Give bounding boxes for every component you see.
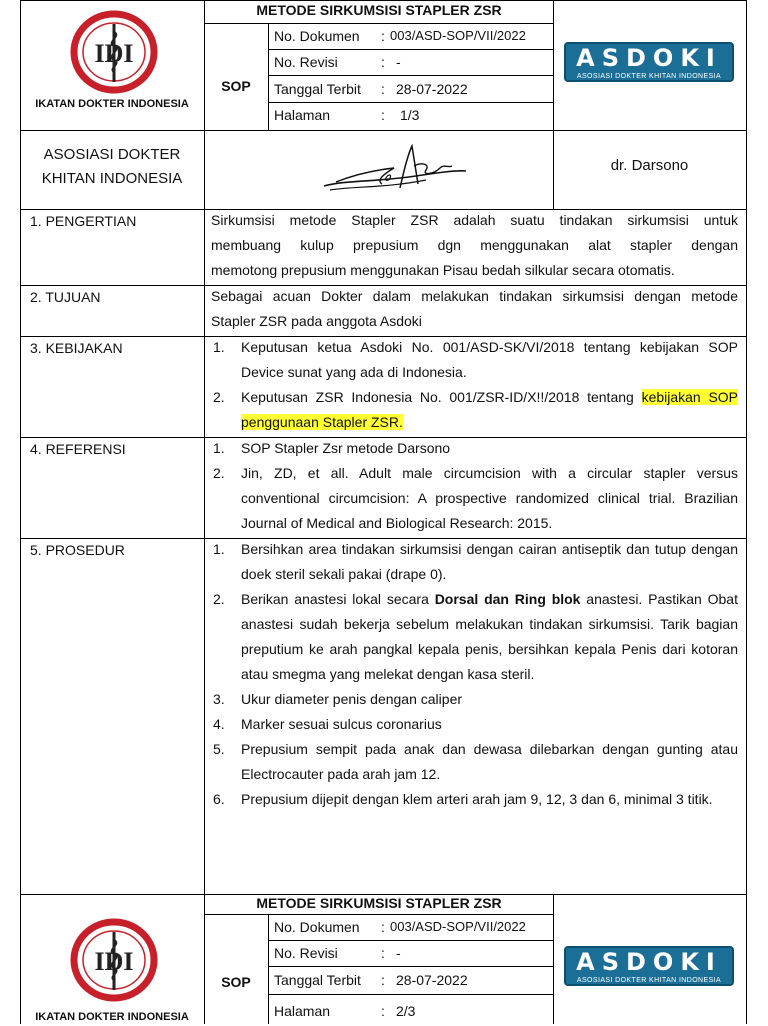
doc-number-label: No. Dokumen bbox=[274, 28, 360, 44]
association-name-line1: ASOSIASI DOKTER bbox=[43, 146, 181, 163]
issue-date-value: 28-07-2022 bbox=[396, 972, 468, 988]
highlighted-text: kebijakan SOP penggunaan Stapler ZSR. bbox=[241, 389, 739, 430]
doc-number-value: 003/ASD-SOP/VII/2022 bbox=[390, 919, 526, 934]
asdoki-logo bbox=[564, 946, 734, 986]
list-number: 4. bbox=[213, 716, 225, 732]
revision-value: - bbox=[396, 945, 401, 961]
list-item bbox=[211, 737, 738, 787]
idi-logo bbox=[70, 10, 158, 94]
signature-image bbox=[316, 140, 476, 200]
issue-date-label: Tanggal Terbit bbox=[274, 972, 361, 988]
doc-number-sep: : bbox=[381, 28, 385, 44]
document-title: METODE SIRKUMSISI STAPLER ZSR bbox=[256, 895, 502, 911]
list-item bbox=[211, 385, 738, 435]
revision-value: - bbox=[396, 54, 401, 70]
idi-logo bbox=[70, 918, 158, 1002]
org-name: IKATAN DOKTER INDONESIA bbox=[35, 1011, 189, 1023]
issue-date-value: 28-07-2022 bbox=[396, 81, 468, 97]
idi-logo-text: IDI bbox=[94, 947, 134, 976]
tujuan-line-1: Sebagai acuan Dokter dalam melakukan tindakan sirkumsisi dengan metode bbox=[211, 288, 738, 304]
list-number: 2. bbox=[213, 465, 225, 481]
revision-sep: : bbox=[381, 54, 385, 70]
pengertian-line-1: Sirkumsisi metode Stapler ZSR adalah suatu tindakan sirkumsisi untuk bbox=[211, 212, 738, 228]
issue-date-sep: : bbox=[381, 972, 385, 988]
list-text: SOP Stapler Zsr metode Darsono bbox=[241, 440, 451, 456]
page-sep: : bbox=[381, 107, 385, 123]
page-value: 2/3 bbox=[396, 1003, 416, 1019]
pengertian-line-2: membuang kulup prepusium dgn menggunakan alat stapler dengan bbox=[211, 237, 738, 253]
page-label: Halaman bbox=[274, 1003, 331, 1019]
list-number: 2. bbox=[213, 591, 225, 607]
list-text: Marker sesuai sulcus coronarius bbox=[241, 716, 442, 732]
asdoki-logo-text: ASDOKI bbox=[576, 44, 722, 72]
pengertian-line-3: memotong prepusium menggunakan Pisau bedah silkular secara otomatis. bbox=[211, 262, 675, 278]
list-number: 2. bbox=[213, 389, 225, 405]
sop-label: SOP bbox=[221, 78, 251, 94]
section-label: 4. REFERENSI bbox=[30, 441, 126, 457]
doc-number-sep: : bbox=[381, 919, 385, 935]
revision-sep: : bbox=[381, 945, 385, 961]
org-name: IKATAN DOKTER INDONESIA bbox=[35, 98, 189, 110]
asdoki-logo-text: ASDOKI bbox=[576, 948, 722, 976]
list-item bbox=[211, 687, 738, 712]
asdoki-logo-subtext: ASOSIASI DOKTER KHITAN INDONESIA bbox=[576, 977, 722, 984]
list-text: Jin, ZD, et all. Adult male circumcision with a circular stapler versus conventional circumcision: A prospective randomized clinical trial. Brazilian Journal of Medical and Biological Research: 2015. bbox=[241, 465, 738, 531]
list-item bbox=[211, 436, 738, 461]
list-text: anastesi. Pastikan Obat anastesi sudah bekerja sebelum melakukan tindakan sirkumsisi. Tarik bagian preputium ke arah pangkal kepala penis, bersihkan kepala Penis dari kotoran atau smegma yang melekat dengan kasa steril. bbox=[241, 591, 738, 682]
section-label: 1. PENGERTIAN bbox=[30, 213, 137, 229]
list-number: 1. bbox=[213, 541, 225, 557]
list-item bbox=[211, 335, 738, 385]
tujuan-line-2: Stapler ZSR pada anggota Asdoki bbox=[211, 313, 422, 329]
revision-label: No. Revisi bbox=[274, 945, 338, 961]
asdoki-logo bbox=[564, 42, 734, 82]
doc-number-value: 003/ASD-SOP/VII/2022 bbox=[390, 28, 526, 43]
bold-text: Dorsal dan Ring blok bbox=[434, 591, 581, 607]
page-label: Halaman bbox=[274, 107, 331, 123]
page-sep: : bbox=[381, 1003, 385, 1019]
sop-label: SOP bbox=[221, 974, 251, 990]
section-label: 2. TUJUAN bbox=[30, 289, 101, 305]
list-number: 5. bbox=[213, 741, 225, 757]
idi-logo-text: IDI bbox=[94, 39, 134, 68]
section-label: 3. KEBIJAKAN bbox=[30, 340, 123, 356]
list-text: Keputusan ZSR Indonesia No. 001/ZSR-ID/X!!/2018 tentang bbox=[241, 389, 634, 405]
issue-date-label: Tanggal Terbit bbox=[274, 81, 361, 97]
document-title: METODE SIRKUMSISI STAPLER ZSR bbox=[256, 2, 502, 18]
list-item bbox=[211, 587, 738, 687]
association-name-line2: KHITAN INDONESIA bbox=[41, 170, 183, 187]
list-text: Bersihkan area tindakan sirkumsisi dengan cairan antiseptik dan tutup dengan doek steril sekali pakai (drape 0). bbox=[241, 541, 738, 582]
list-text: Ukur diameter penis dengan caliper bbox=[241, 691, 463, 707]
signer-name: dr. Darsono bbox=[610, 157, 689, 174]
issue-date-sep: : bbox=[381, 81, 385, 97]
list-item bbox=[211, 537, 738, 587]
list-item bbox=[211, 712, 738, 737]
list-text: Prepusium sempit pada anak dan dewasa dilebarkan dengan gunting atau Electrocauter pada arah jam 12. bbox=[241, 741, 738, 782]
list-text: Prepusium dijepit dengan klem arteri arah jam 9, 12, 3 dan 6, minimal 3 titik. bbox=[241, 791, 713, 807]
section-label: 5. PROSEDUR bbox=[30, 542, 125, 558]
list-text: Keputusan ketua Asdoki No. 001/ASD-SK/VI/2018 tentang kebijakan SOP Device sunat yang ada di Indonesia. bbox=[241, 339, 738, 380]
doc-number-label: No. Dokumen bbox=[274, 919, 360, 935]
asdoki-logo-subtext: ASOSIASI DOKTER KHITAN INDONESIA bbox=[576, 73, 722, 80]
list-text: Berikan anastesi lokal secara bbox=[241, 591, 429, 607]
list-number: 6. bbox=[213, 791, 225, 807]
list-number: 3. bbox=[213, 691, 225, 707]
list-number: 1. bbox=[213, 440, 225, 456]
revision-label: No. Revisi bbox=[274, 54, 338, 70]
list-number: 1. bbox=[213, 339, 225, 355]
page-value: 1/3 bbox=[400, 107, 420, 123]
list-item bbox=[211, 461, 738, 536]
list-item bbox=[211, 787, 738, 812]
